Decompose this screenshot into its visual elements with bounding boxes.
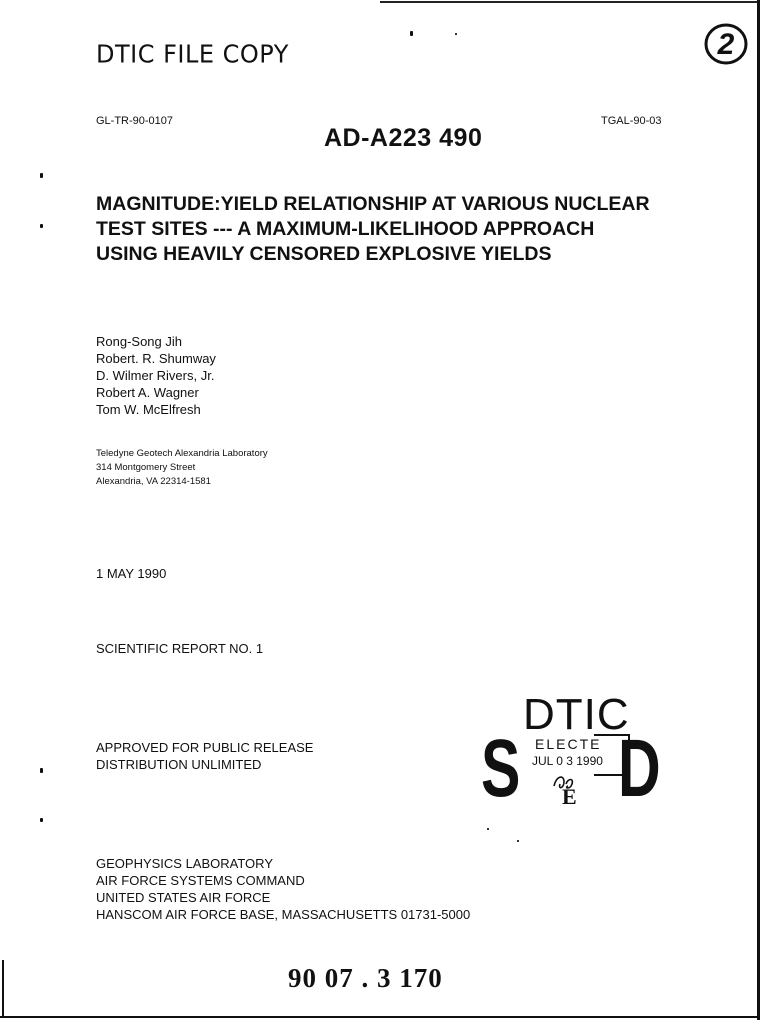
scan-speck xyxy=(40,768,43,773)
accession-number: AD-A223 490 xyxy=(324,124,483,152)
sponsor-line: AIR FORCE SYSTEMS COMMAND xyxy=(96,873,305,888)
dtic-stamp-title: DTIC xyxy=(523,690,630,739)
scan-edge-top xyxy=(380,1,760,3)
serial-number: 90 07 . 3 170 xyxy=(288,963,443,993)
author: Tom W. McElfresh xyxy=(96,402,201,417)
author: Robert A. Wagner xyxy=(96,385,199,400)
sponsor-line: UNITED STATES AIR FORCE xyxy=(96,890,271,905)
sponsor-line: GEOPHYSICS LABORATORY xyxy=(96,856,273,871)
scan-speck xyxy=(40,173,43,178)
scan-speck xyxy=(487,828,489,830)
release-statement xyxy=(96,739,313,773)
scan-edge-left xyxy=(2,960,4,1018)
release-line: DISTRIBUTION UNLIMITED xyxy=(96,757,262,772)
organization-line: Alexandria, VA 22314-1581 xyxy=(96,476,211,487)
report-number-left: GL-TR-90-0107 xyxy=(96,115,174,127)
organization-address xyxy=(96,447,268,489)
dtic-stamp-e: E xyxy=(562,784,577,809)
circled-number-stamp xyxy=(703,22,749,66)
dtic-stamp-electe: ELECTE xyxy=(535,736,602,752)
organization-line: 314 Montgomery Street xyxy=(96,462,196,473)
report-type: SCIENTIFIC REPORT NO. 1 xyxy=(96,641,264,656)
circled-number: 2 xyxy=(717,28,735,61)
sponsor-line: HANSCOM AIR FORCE BASE, MASSACHUSETTS 01731-5000 xyxy=(96,907,471,922)
dtic-electe-stamp xyxy=(478,690,678,830)
scan-edge-bottom xyxy=(0,1016,758,1018)
scan-speck xyxy=(40,818,43,822)
dtic-stamp-date: JUL 0 3 1990 xyxy=(532,754,603,768)
report-title xyxy=(96,192,696,267)
author: Rong-Song Jih xyxy=(96,334,182,349)
dtic-stamp-d: D xyxy=(618,723,661,814)
dtic-stamp-s: S xyxy=(481,723,521,814)
file-copy-stamp: DTIC FILE COPY xyxy=(96,39,289,69)
title-line: USING HEAVILY CENSORED EXPLOSIVE YIELDS xyxy=(96,243,552,265)
scan-speck xyxy=(517,840,519,842)
title-line: MAGNITUDE:YIELD RELATIONSHIP AT VARIOUS NUCLEAR xyxy=(96,193,650,215)
scan-edge-right xyxy=(757,0,760,1020)
release-line: APPROVED FOR PUBLIC RELEASE xyxy=(96,740,314,755)
author: Robert. R. Shumway xyxy=(96,351,216,366)
organization-line: Teledyne Geotech Alexandria Laboratory xyxy=(96,448,268,459)
handwritten-initials-mark xyxy=(550,772,578,794)
title-line: TEST SITES --- A MAXIMUM-LIKELIHOOD APPROACH xyxy=(96,218,595,240)
report-date: 1 MAY 1990 xyxy=(96,566,167,581)
sponsor-address xyxy=(96,855,470,923)
scan-speck xyxy=(410,31,413,36)
scan-speck xyxy=(40,224,43,228)
scan-speck xyxy=(455,33,457,35)
report-number-right: TGAL-90-03 xyxy=(601,115,662,127)
authors-list xyxy=(96,333,216,418)
author: D. Wilmer Rivers, Jr. xyxy=(96,368,215,383)
